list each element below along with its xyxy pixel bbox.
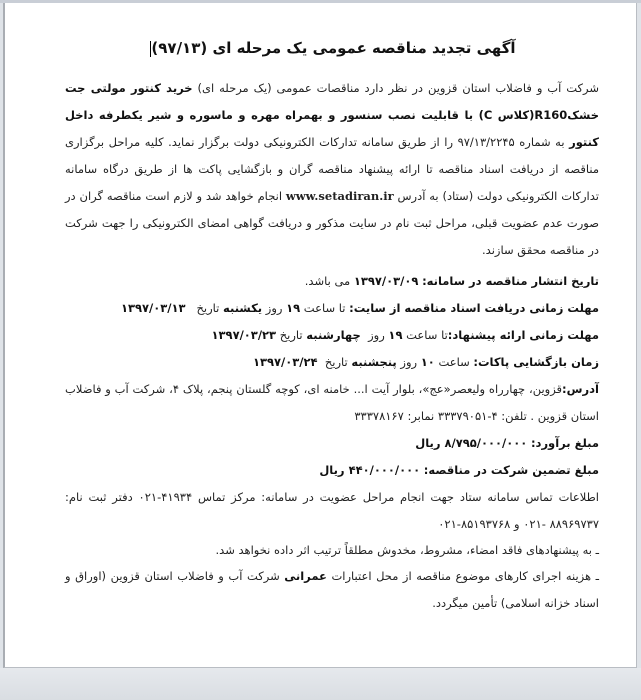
doc-deadline-line (65, 295, 599, 322)
opening-day-word: روز (400, 355, 418, 369)
bid-deadline-day-word: روز (368, 328, 385, 342)
guarantee-line (65, 457, 599, 484)
status-bar (0, 668, 641, 700)
estimate-label: مبلغ برآورد: (530, 436, 599, 450)
document-page[interactable] (3, 3, 637, 668)
document-content (65, 39, 599, 617)
guarantee-label: مبلغ تضمین شرکت در مناقصه: (423, 463, 599, 477)
publish-date-line (65, 268, 599, 295)
intro-text-3: انجام خواهد شد و لازم است مناقصه گران در صورت عدم عضویت قبلی، مراحل ثبت نام در سایت مذکور و دریافت گواهی امضای الکترونیکی را جهت شرکت در مناقصه محقق سازند. (65, 189, 599, 257)
page-title (65, 39, 599, 57)
note-2-text-1: ـ هزینه اجرای کارهای موضوع مناقصه از محل اعتبارات (326, 569, 599, 583)
note-1: ـ به پیشنهادهای فاقد امضاء، مشروط، مخدوش مطلقاً ترتیب اثر داده نخواهد شد. (215, 543, 599, 557)
estimate-line (65, 430, 599, 457)
doc-deadline-weekday: یکشنبه (223, 301, 263, 315)
note-2 (65, 563, 599, 617)
tender-subject: خرید کنتور مولتی جت خشکR160(کلاس C) با قابلیت نصب سنسور و بهمراه مهره و ماسوره و شیر یکطرفه داخل کنتور (65, 81, 599, 149)
doc-deadline-date: ۱۳۹۷/۰۳/۱۳ (120, 301, 186, 315)
publish-date-value: ۱۳۹۷/۰۳/۰۹ (353, 274, 419, 288)
doc-deadline-date-word: تاریخ (196, 301, 220, 315)
bid-deadline-date-word: تاریخ (279, 328, 303, 342)
opening-hour: ۱۰ (420, 355, 435, 369)
estimate-value: ۸/۷۹۵/۰۰۰/۰۰۰ ریال (415, 436, 528, 450)
doc-deadline-label: مهلت زمانی دریافت اسناد مناقصه از سایت: (349, 301, 599, 315)
opening-date: ۱۳۹۷/۰۳/۲۴ (252, 355, 318, 369)
title-text: آگهی تجدید مناقصه عمومی یک مرحله ای (۹۷/۱۳) (151, 39, 516, 57)
bid-deadline-date: ۱۳۹۷/۰۳/۲۳ (211, 328, 277, 342)
setad-url-link[interactable]: www.setadiran.ir (285, 189, 394, 203)
opening-weekday: پنجشنبه (351, 355, 397, 369)
intro-paragraph (65, 75, 599, 264)
doc-deadline-hour: ۱۹ (286, 301, 301, 315)
publish-date-label: تاریخ انتشار مناقصه در سامانه: (422, 274, 599, 288)
bid-deadline-label: مهلت زمانی ارائه پیشنهاد: (447, 328, 599, 342)
address-label: آدرس: (562, 382, 599, 396)
guarantee-value: ۴۴۰/۰۰۰/۰۰۰ ریال (319, 463, 421, 477)
intro-text-2: به شماره ۹۷/۱۳/۲۲۴۵ را از طریق سامانه تدارکات الکترونیکی دولت برگزار نماید. کلیه مراحل برگزاری مناقصه از دریافت اسناد مناقصه تا ارائه پیشنهاد مناقصه گران و بازگشایی پاکت ها از طریق درگاه سامانه تدارکات الکترونیکی دولت (ستاد) به آدرس (65, 135, 599, 203)
opening-label: زمان بازگشایی پاکات: (473, 355, 599, 369)
publish-date-suffix: می باشد. (304, 274, 351, 288)
doc-deadline-time-text: تا ساعت (303, 301, 346, 315)
contact-paragraph: اطلاعات تماس سامانه ستاد جهت انجام مراحل عضویت در سامانه: مرکز تماس ۴۱۹۳۴-۰۲۱ دفتر ثبت نام: ۸۸۹۶۹۷۳۷ -۰۲۱ و ۸۵۱۹۳۷۶۸-۰۲۱ (65, 490, 599, 531)
note-2-bold: عمرانی (284, 569, 327, 583)
opening-time-text: ساعت (438, 355, 470, 369)
note-2-text-2: شرکت آب و فاضلاب استان قزوین (اوراق و اسناد خزانه اسلامی) تأمین میگردد. (65, 569, 599, 610)
opening-line (65, 349, 599, 376)
bid-deadline-time-text: تا ساعت (406, 328, 448, 342)
doc-deadline-day-word: روز (265, 301, 283, 315)
bid-deadline-weekday: چهارشنبه (306, 328, 361, 342)
opening-date-word: تاریخ (324, 355, 348, 369)
bid-deadline-line (65, 322, 599, 349)
intro-text-1: شرکت آب و فاضلاب استان قزوین در نظر دارد مناقصات عمومی (یک مرحله ای) (192, 81, 599, 95)
address-text: قزوین، چهارراه ولیعصر«عج»، بلوار آیت ا... خامنه ای، کوچه گلستان پنجم، پلاک ۴، شرکت آب و فاضلاب استان قزوین . تلفن: ۴-۳۳۳۷۹۰۵۱ نمابر: ۳۳۳۷۸۱۶۷ (65, 382, 599, 423)
address-paragraph (65, 376, 599, 430)
bid-deadline-hour: ۱۹ (388, 328, 403, 342)
